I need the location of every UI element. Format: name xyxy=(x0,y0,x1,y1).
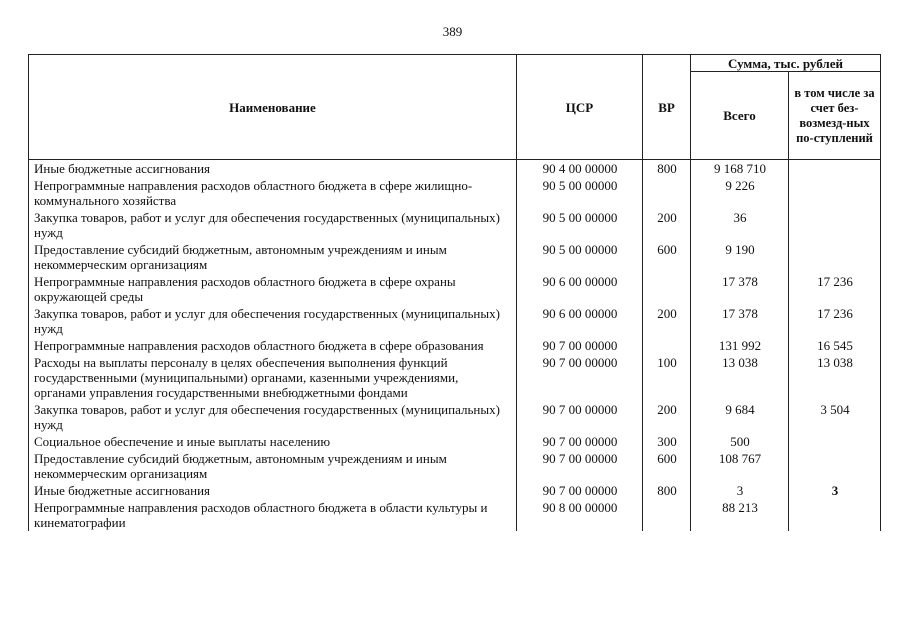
cell-total: 36 xyxy=(691,209,789,241)
cell-csr: 90 7 00 00000 xyxy=(517,401,643,433)
table-row xyxy=(29,450,881,482)
cell-grant xyxy=(789,433,881,450)
page-number: 389 xyxy=(442,24,463,39)
cell-csr: 90 4 00 00000 xyxy=(517,160,643,178)
header-vr: ВР xyxy=(643,55,691,160)
cell-name: Закупка товаров, работ и услуг для обеспечения государственных (муниципальных) нужд xyxy=(29,401,517,433)
cell-csr: 90 8 00 00000 xyxy=(517,499,643,531)
table-row xyxy=(29,273,881,305)
cell-csr: 90 7 00 00000 xyxy=(517,337,643,354)
cell-name: Иные бюджетные ассигнования xyxy=(29,482,517,499)
cell-vr xyxy=(643,177,691,209)
cell-total: 9 168 710 xyxy=(691,160,789,178)
cell-total: 9 684 xyxy=(691,401,789,433)
cell-total: 13 038 xyxy=(691,354,789,401)
cell-vr xyxy=(643,337,691,354)
cell-csr: 90 7 00 00000 xyxy=(517,433,643,450)
cell-grant: 16 545 xyxy=(789,337,881,354)
cell-name: Непрограммные направления расходов областного бюджета в области культуры и кинематографии xyxy=(29,499,517,531)
cell-vr: 100 xyxy=(643,354,691,401)
cell-grant: 3 504 xyxy=(789,401,881,433)
header-csr: ЦСР xyxy=(517,55,643,160)
cell-name: Предоставление субсидий бюджетным, автономным учреждениям и иным некоммерческим организациям xyxy=(29,241,517,273)
table-row xyxy=(29,482,881,499)
table-row xyxy=(29,209,881,241)
cell-grant xyxy=(789,450,881,482)
cell-total: 131 992 xyxy=(691,337,789,354)
cell-total: 9 226 xyxy=(691,177,789,209)
cell-vr: 200 xyxy=(643,305,691,337)
header-grant: в том числе за счет без-возмезд-ных по-ступлений xyxy=(789,72,881,160)
cell-total: 3 xyxy=(691,482,789,499)
cell-name: Иные бюджетные ассигнования xyxy=(29,160,517,178)
table-row xyxy=(29,401,881,433)
cell-vr: 600 xyxy=(643,241,691,273)
cell-total: 17 378 xyxy=(691,273,789,305)
cell-vr: 800 xyxy=(643,160,691,178)
cell-csr: 90 7 00 00000 xyxy=(517,450,643,482)
cell-vr: 200 xyxy=(643,209,691,241)
table-row xyxy=(29,177,881,209)
cell-vr: 800 xyxy=(643,482,691,499)
cell-csr: 90 6 00 00000 xyxy=(517,273,643,305)
cell-total: 108 767 xyxy=(691,450,789,482)
header-total: Всего xyxy=(691,72,789,160)
cell-total: 9 190 xyxy=(691,241,789,273)
cell-total: 17 378 xyxy=(691,305,789,337)
table-row xyxy=(29,305,881,337)
cell-vr: 600 xyxy=(643,450,691,482)
cell-name: Непрограммные направления расходов областного бюджета в сфере образования xyxy=(29,337,517,354)
cell-csr: 90 6 00 00000 xyxy=(517,305,643,337)
cell-name: Закупка товаров, работ и услуг для обеспечения государственных (муниципальных) нужд xyxy=(29,209,517,241)
cell-grant: 17 236 xyxy=(789,273,881,305)
table-row xyxy=(29,354,881,401)
cell-name: Закупка товаров, работ и услуг для обеспечения государственных (муниципальных) нужд xyxy=(29,305,517,337)
table-row xyxy=(29,337,881,354)
cell-grant xyxy=(789,177,881,209)
table-row xyxy=(29,241,881,273)
cell-name: Социальное обеспечение и иные выплаты населению xyxy=(29,433,517,450)
header-name: Наименование xyxy=(29,55,517,160)
cell-vr: 300 xyxy=(643,433,691,450)
cell-total: 500 xyxy=(691,433,789,450)
cell-csr: 90 5 00 00000 xyxy=(517,177,643,209)
budget-table xyxy=(28,54,881,531)
cell-csr: 90 5 00 00000 xyxy=(517,209,643,241)
cell-vr: 200 xyxy=(643,401,691,433)
cell-grant xyxy=(789,241,881,273)
table-row xyxy=(29,160,881,178)
cell-name: Непрограммные направления расходов областного бюджета в сфере жилищно-коммунального хозяйства xyxy=(29,177,517,209)
cell-grant: 17 236 xyxy=(789,305,881,337)
cell-grant xyxy=(789,209,881,241)
cell-grant: 13 038 xyxy=(789,354,881,401)
table-row xyxy=(29,499,881,531)
cell-name: Расходы на выплаты персоналу в целях обеспечения выполнения функций государственными (муниципальными) органами, казенными учреждениями, органами управления государственными внебюджетными фондами xyxy=(29,354,517,401)
cell-csr: 90 7 00 00000 xyxy=(517,482,643,499)
cell-csr: 90 7 00 00000 xyxy=(517,354,643,401)
cell-total: 88 213 xyxy=(691,499,789,531)
table-body xyxy=(29,160,881,532)
cell-grant: 3 xyxy=(789,482,881,499)
table-row xyxy=(29,433,881,450)
cell-vr xyxy=(643,499,691,531)
cell-csr: 90 5 00 00000 xyxy=(517,241,643,273)
cell-grant xyxy=(789,499,881,531)
cell-grant xyxy=(789,160,881,178)
cell-name: Непрограммные направления расходов областного бюджета в сфере охраны окружающей среды xyxy=(29,273,517,305)
header-sum-group: Сумма, тыс. рублей xyxy=(691,55,881,72)
cell-vr xyxy=(643,273,691,305)
cell-name: Предоставление субсидий бюджетным, автономным учреждениям и иным некоммерческим организациям xyxy=(29,450,517,482)
